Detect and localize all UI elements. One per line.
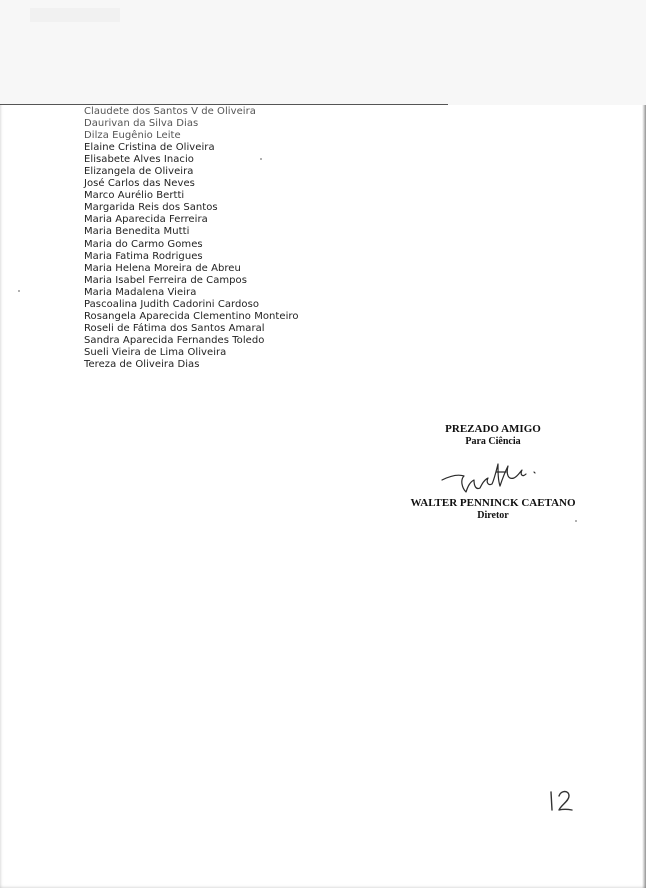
list-item: José Carlos das Neves <box>84 178 195 190</box>
list-item: Maria Isabel Ferreira de Campos <box>84 274 247 286</box>
signatory-name: WALTER PENNINCK CAETANO <box>410 497 576 509</box>
list-item: Sandra Aparecida Fernandes Toledo <box>84 334 265 346</box>
list-item: Roseli de Fátima dos Santos Amaral <box>84 322 265 334</box>
scan-speck <box>260 158 262 160</box>
header-rule <box>0 104 448 105</box>
list-item: Claudete dos Santos V de Oliveira <box>84 106 256 117</box>
scan-shadow <box>642 0 646 888</box>
list-item: Pascoalina Judith Cadorini Cardoso <box>84 298 260 310</box>
faded-header-mark <box>30 8 120 22</box>
list-item: Elaine Cristina de Oliveira <box>84 142 215 154</box>
scan-speck <box>575 520 577 522</box>
list-item: Maria do Carmo Gomes <box>84 238 203 250</box>
list-item: Elisabete Alves Inacio <box>84 154 194 166</box>
list-item: Dilza Eugênio Leite <box>84 130 181 142</box>
signatory-title: Diretor <box>477 510 509 521</box>
handwritten-page-number <box>545 786 581 816</box>
closing-greeting: PREZADO AMIGO <box>445 423 541 435</box>
list-item: Sueli Vieira de Lima Oliveira <box>84 346 227 358</box>
handwritten-signature <box>440 458 550 498</box>
list-item: Maria Helena Moreira de Abreu <box>84 262 241 274</box>
list-item: Rosangela Aparecida Clementino Monteiro <box>84 310 299 322</box>
list-item: Tereza de Oliveira Dias <box>84 358 200 370</box>
list-item: Daurivan da Silva Dias <box>84 118 199 130</box>
names-list <box>84 106 299 371</box>
list-item: Maria Benedita Mutti <box>84 226 190 238</box>
list-item: Maria Aparecida Ferreira <box>84 214 208 226</box>
list-item: Maria Madalena Vieira <box>84 286 197 298</box>
list-item: Maria Fatima Rodrigues <box>84 250 203 262</box>
list-item: Elizangela de Oliveira <box>84 166 194 178</box>
closing-subtitle: Para Ciência <box>465 436 521 447</box>
list-item: Marco Aurélio Bertti <box>84 190 185 202</box>
list-item: Margarida Reis dos Santos <box>84 202 218 214</box>
scan-speck <box>18 290 20 292</box>
